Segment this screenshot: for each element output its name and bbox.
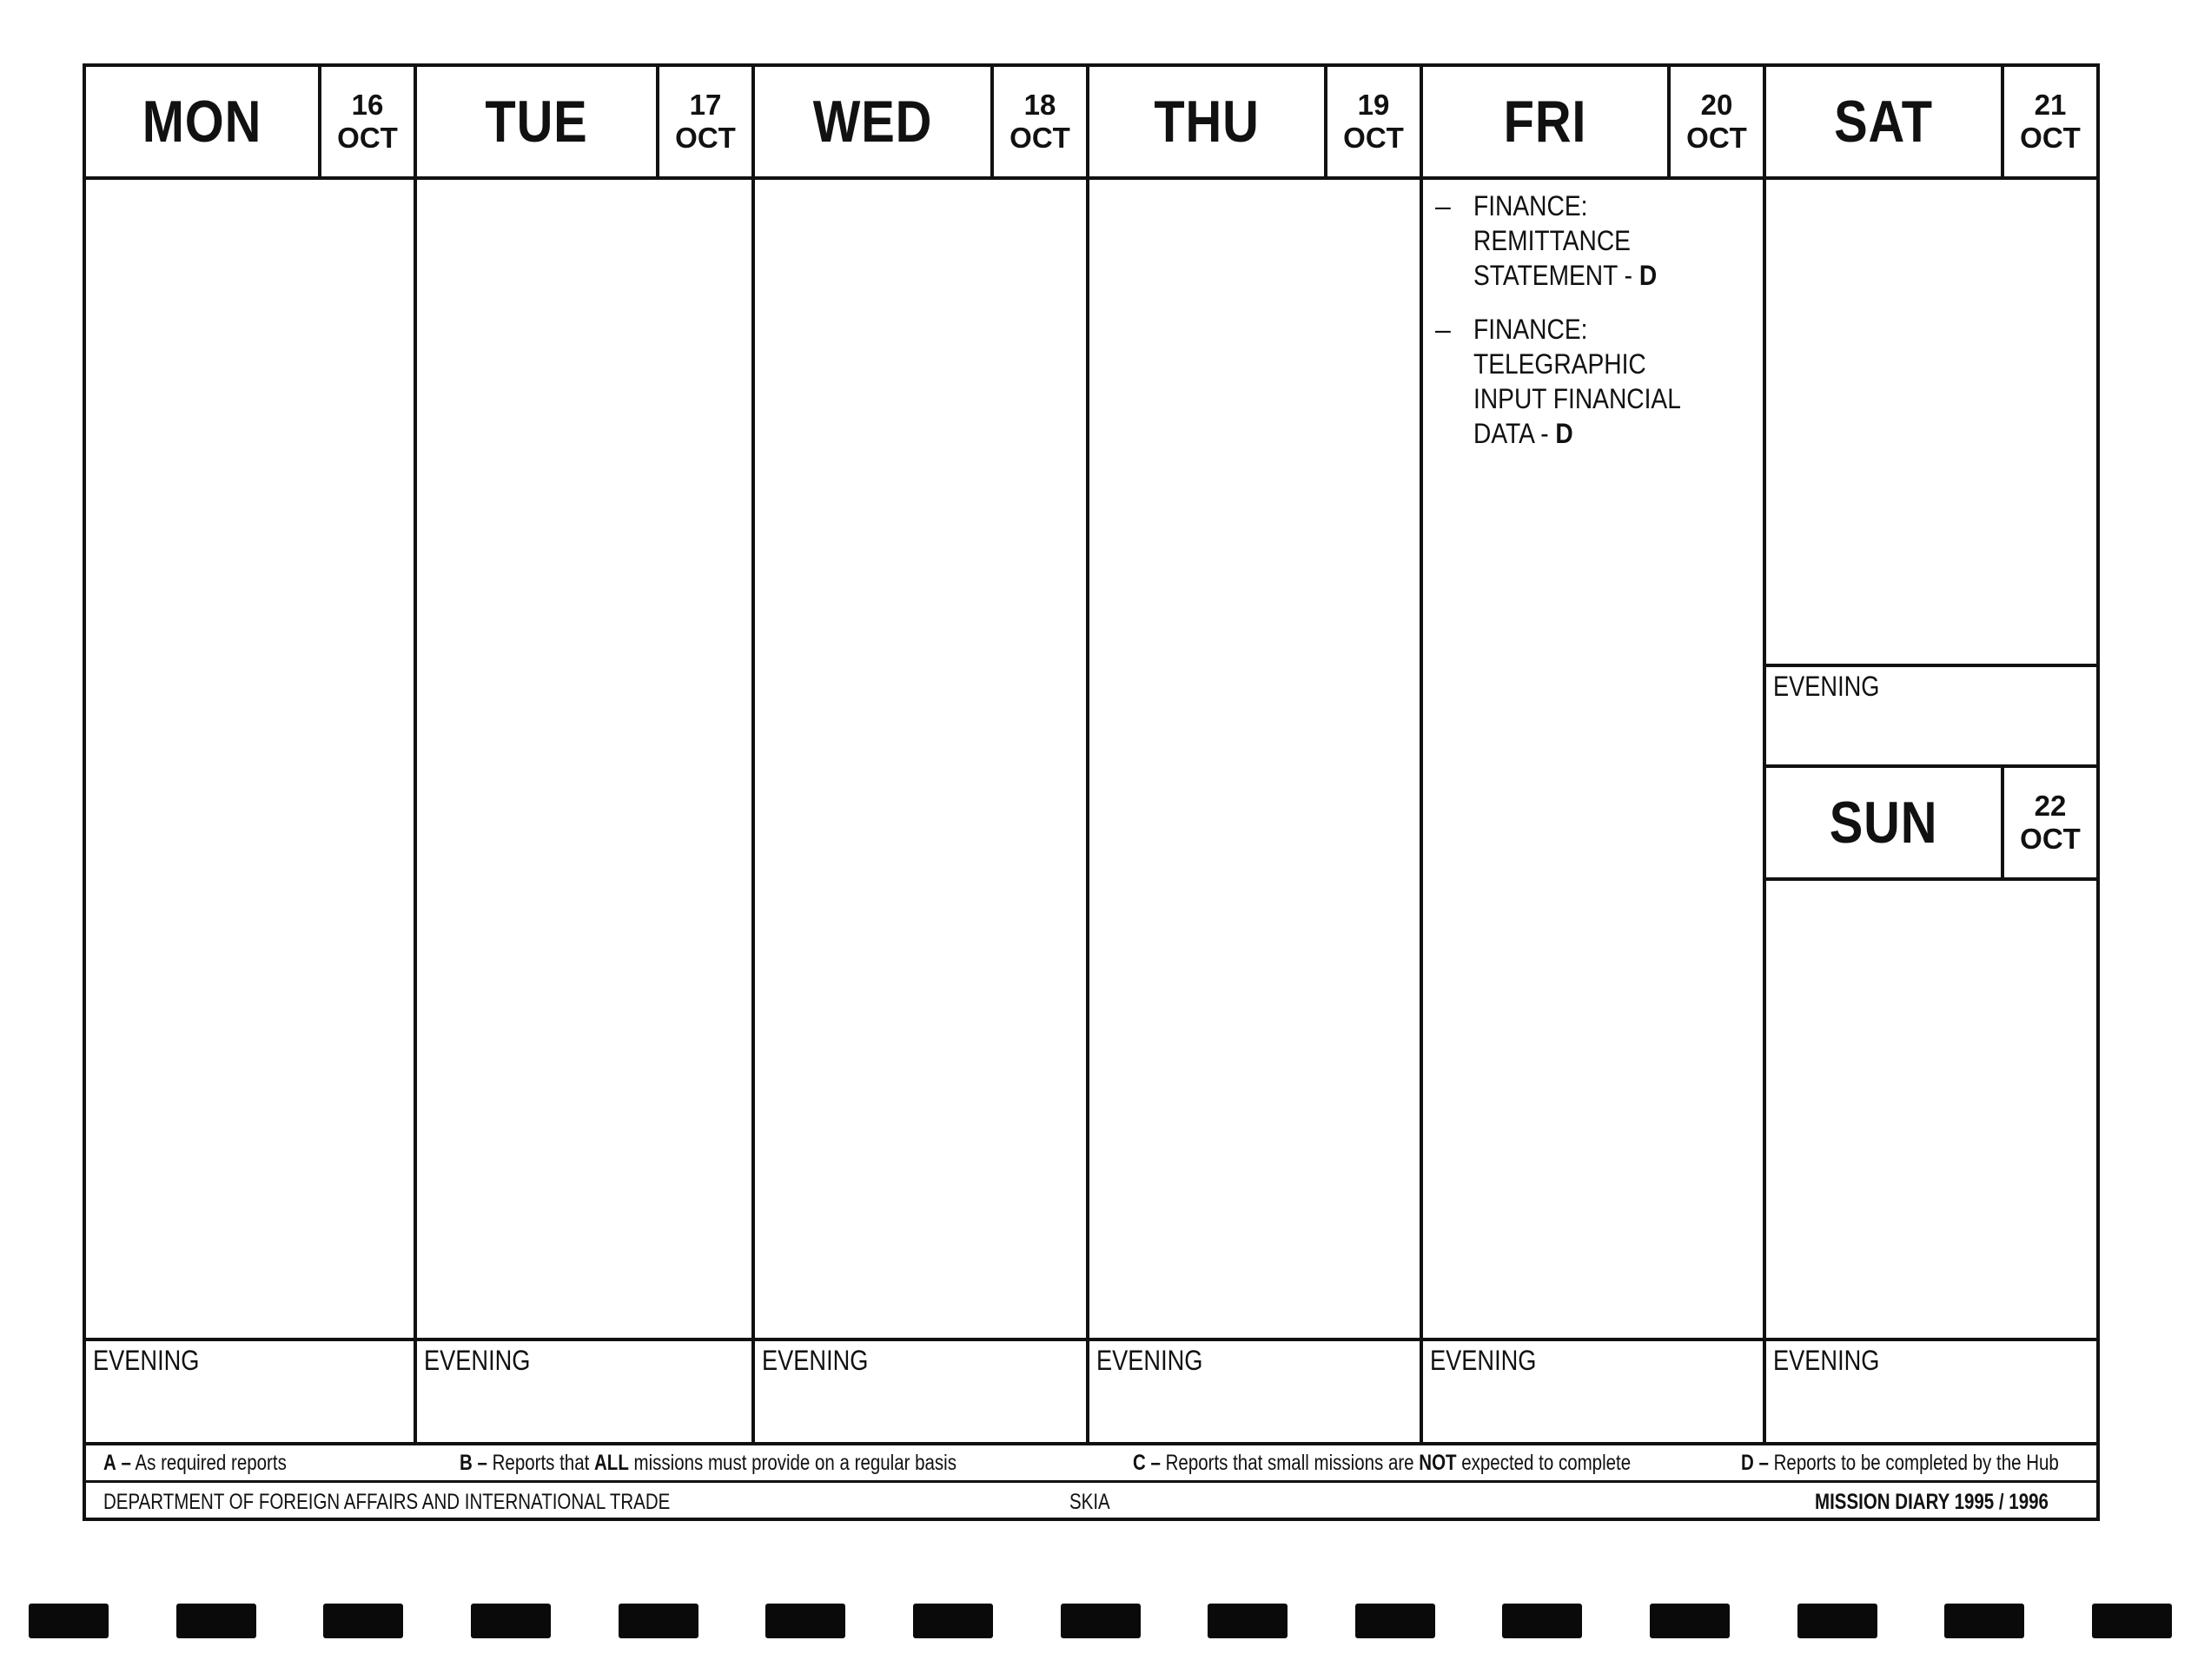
perforation-mark — [619, 1604, 698, 1638]
date-day: 18 — [1023, 89, 1056, 121]
date-box — [1667, 67, 1763, 176]
legend-item-d — [1741, 1451, 2059, 1476]
date-month: OCT — [675, 122, 736, 154]
day-header — [86, 67, 414, 180]
evening-label: EVENING — [762, 1345, 869, 1376]
day-column-sat-sun — [1766, 67, 2096, 1442]
evening-label: EVENING — [424, 1345, 531, 1376]
evening-label: EVENING — [93, 1345, 200, 1376]
perforation-mark — [1208, 1604, 1288, 1638]
diary-entry — [1435, 189, 1754, 293]
date-day: 20 — [1700, 89, 1733, 121]
legend-sep: – — [1758, 1451, 1769, 1475]
date-box — [656, 67, 751, 176]
page-footer — [86, 1483, 2096, 1521]
date-day: 17 — [689, 89, 722, 121]
day-column-mon — [86, 67, 417, 1442]
date-day: 21 — [2034, 89, 2067, 121]
legend-text: Reports to be completed by the Hub — [1773, 1451, 2059, 1475]
date-day: 19 — [1357, 89, 1390, 121]
date-box — [318, 67, 414, 176]
legend-text-pre: Reports that small missions are — [1165, 1451, 1420, 1475]
footer-diary-title: MISSION DIARY 1995 / 1996 — [1815, 1490, 2049, 1514]
mission-diary-page — [83, 63, 2100, 1521]
day-name: MON — [142, 89, 262, 155]
perforation-mark — [2092, 1604, 2172, 1638]
day-column-wed — [755, 67, 1089, 1442]
legend-key: C — [1133, 1451, 1146, 1475]
legend-emphasis: NOT — [1419, 1451, 1457, 1475]
legend-text-post: missions must provide on a regular basis — [628, 1451, 957, 1475]
entry-code: D — [1555, 418, 1573, 449]
evening-label: EVENING — [1773, 1345, 1880, 1376]
day-header-sun — [1766, 768, 2096, 881]
date-month: OCT — [1686, 122, 1747, 154]
perforation-mark — [1944, 1604, 2024, 1638]
diary-entry — [1435, 312, 1754, 451]
evening-section-sat[interactable] — [1766, 664, 2096, 768]
day-name: SUN — [1829, 790, 1938, 856]
legend-item-c — [1133, 1451, 1631, 1476]
day-header — [755, 67, 1086, 180]
evening-label: EVENING — [1430, 1345, 1537, 1376]
legend-sep: – — [1150, 1451, 1161, 1475]
report-legend — [86, 1442, 2096, 1483]
day-header — [417, 67, 751, 180]
evening-section-sun[interactable] — [1766, 1338, 2096, 1442]
legend-emphasis: ALL — [593, 1451, 629, 1475]
perforation-mark — [913, 1604, 993, 1638]
day-name: TUE — [485, 89, 588, 155]
date-day: 22 — [2034, 790, 2067, 822]
entry-code: D — [1638, 260, 1658, 291]
day-column-tue — [417, 67, 755, 1442]
legend-item-a — [103, 1451, 287, 1476]
evening-label: EVENING — [1096, 1345, 1203, 1376]
day-column-fri — [1423, 67, 1766, 1442]
perforation-mark — [765, 1604, 845, 1638]
perforation-mark — [1502, 1604, 1582, 1638]
date-month: OCT — [2020, 823, 2081, 855]
perforation-mark — [1650, 1604, 1730, 1638]
entry-title: FINANCE: REMITTANCE STATEMENT - — [1473, 190, 1633, 291]
legend-sep: – — [477, 1451, 487, 1475]
date-month: OCT — [1010, 122, 1070, 154]
entry-title: FINANCE: TELEGRAPHIC INPUT FINANCIAL DATA - — [1473, 314, 1681, 449]
evening-section[interactable] — [86, 1338, 414, 1442]
legend-key: D — [1741, 1451, 1754, 1475]
evening-label: EVENING — [1773, 671, 1880, 702]
evening-section[interactable] — [417, 1338, 751, 1442]
date-box — [2001, 768, 2096, 877]
evening-section[interactable] — [1423, 1338, 1763, 1442]
day-column-thu — [1089, 67, 1423, 1442]
footer-department: DEPARTMENT OF FOREIGN AFFAIRS AND INTERNATIONAL TRADE — [103, 1490, 671, 1514]
date-box — [2001, 67, 2096, 176]
legend-text-pre: Reports that — [492, 1451, 594, 1475]
perforation-mark — [471, 1604, 551, 1638]
legend-sep: – — [121, 1451, 131, 1475]
perforation-mark — [1061, 1604, 1141, 1638]
evening-section[interactable] — [1089, 1338, 1420, 1442]
day-name: THU — [1154, 89, 1260, 155]
date-month: OCT — [1343, 122, 1404, 154]
date-box — [1324, 67, 1420, 176]
day-entries — [1435, 189, 1754, 470]
perforation-mark — [29, 1604, 109, 1638]
day-header-sat — [1766, 67, 2096, 180]
perforation-strip — [0, 1604, 2211, 1642]
perforation-mark — [1797, 1604, 1877, 1638]
perforation-mark — [323, 1604, 403, 1638]
date-month: OCT — [337, 122, 398, 154]
date-month: OCT — [2020, 122, 2081, 154]
entry-text — [1473, 312, 1720, 451]
day-name: WED — [812, 89, 933, 155]
date-box — [990, 67, 1086, 176]
perforation-mark — [176, 1604, 256, 1638]
legend-item-b — [460, 1451, 957, 1476]
entry-dash: – — [1435, 314, 1451, 345]
entry-dash: – — [1435, 190, 1451, 222]
day-header — [1089, 67, 1420, 180]
legend-text-post: expected to complete — [1456, 1451, 1632, 1475]
date-day: 16 — [351, 89, 384, 121]
entry-text — [1473, 189, 1720, 293]
footer-code: SKIA — [1069, 1490, 1110, 1514]
day-name: SAT — [1834, 89, 1933, 155]
day-name: FRI — [1503, 89, 1587, 155]
legend-key: B — [460, 1451, 473, 1475]
legend-text: As required reports — [135, 1451, 287, 1475]
perforation-mark — [1355, 1604, 1435, 1638]
day-header — [1423, 67, 1763, 180]
evening-section[interactable] — [755, 1338, 1086, 1442]
legend-key: A — [103, 1451, 116, 1475]
